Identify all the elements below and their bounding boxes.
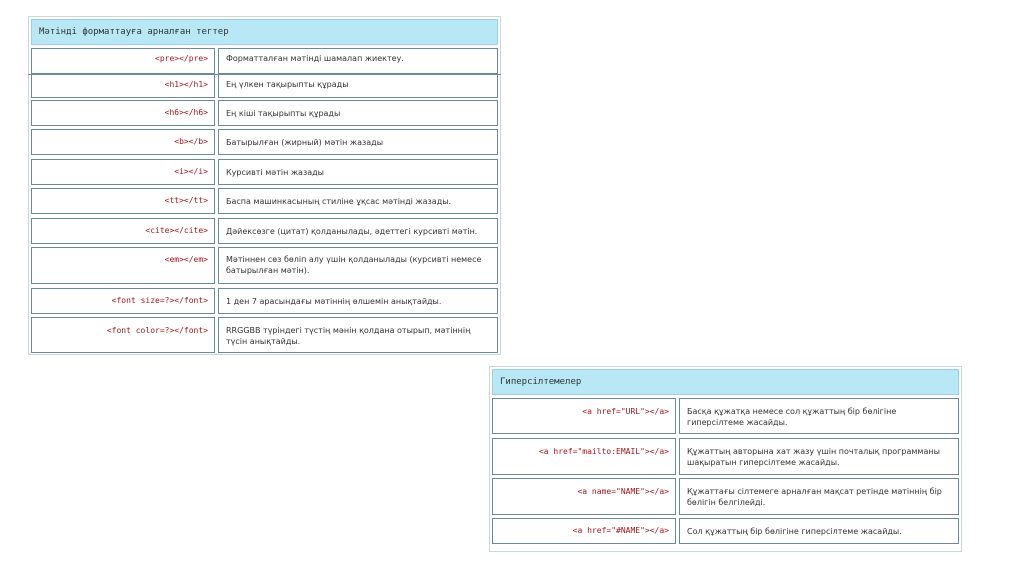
tag-cell: <pre></pre>: [31, 48, 215, 74]
description-cell: Баспа машинкасының стиліне ұқсас мәтінді жазады.: [218, 188, 498, 214]
description-cell: Ең кіші тақырыпты құрады: [218, 100, 498, 126]
table-row: [31, 288, 498, 314]
tag-cell: <a href="URL"></a>: [492, 398, 676, 434]
description-cell: Дәйексөзге (цитат) қолданылады, әдеттегі курсивті мәтін.: [218, 218, 498, 244]
description-cell: Мәтіннен сөз бөліп алу үшін қолданылады (курсивті немесе батырылған мәтін).: [218, 247, 498, 284]
tag-cell: <cite></cite>: [31, 218, 215, 244]
description-cell: 1 ден 7 арасындағы мәтіннің өлшемін анықтайды.: [218, 288, 498, 314]
table-row: [492, 478, 959, 515]
table-row: [31, 129, 498, 155]
table-row: [31, 74, 498, 98]
description-cell: Басқа құжатқа немесе сол құжаттың бір бөлігіне гиперсілтеме жасайды.: [679, 398, 959, 434]
table-row: [31, 317, 498, 353]
tag-cell: <font size=?></font>: [31, 288, 215, 314]
description-cell: Құжаттағы сілтемеге арналған мақсат ретінде мәтіннің бір бөлігін белгілейді.: [679, 478, 959, 515]
table-row: [31, 100, 498, 126]
hyperlinks-table: [489, 366, 962, 552]
table-header: Мәтінді форматтауға арналған тегтер: [31, 19, 498, 45]
table-row: [492, 518, 959, 544]
table-row: [31, 159, 498, 185]
description-cell: Құжаттың авторына хат жазу үшін почталық программаны шақыратын гиперсілтеме жасайды.: [679, 438, 959, 475]
description-cell: Ең үлкен тақырыпты құрады: [218, 74, 498, 98]
tag-cell: <a href="mailto:EMAIL"></a>: [492, 438, 676, 475]
tag-cell: <h6></h6>: [31, 100, 215, 126]
description-cell: Сол құжаттың бір бөлігіне гиперсілтеме жасайды.: [679, 518, 959, 544]
description-cell: Форматталған мәтінді шамалап жиектеу.: [218, 48, 498, 74]
table-header: Гиперсілтемелер: [492, 369, 959, 395]
tag-cell: <tt></tt>: [31, 188, 215, 214]
tag-cell: <a href="#NAME"></a>: [492, 518, 676, 544]
description-cell: Курсивті мәтін жазады: [218, 159, 498, 185]
tag-cell: <h1></h1>: [31, 74, 215, 98]
description-cell: RRGGBB түріндегі түстің мәнін қолдана отырып, мәтіннің түсін анықтайды.: [218, 317, 498, 353]
description-cell: Батырылған (жирный) мәтін жазады: [218, 129, 498, 155]
tag-cell: <a name="NAME"></a>: [492, 478, 676, 515]
tag-cell: <font color=?></font>: [31, 317, 215, 353]
table-row: [31, 247, 498, 284]
formatting-tags-table: [28, 16, 501, 355]
table-row: [31, 218, 498, 244]
tag-cell: <b></b>: [31, 129, 215, 155]
divider-line: [28, 74, 501, 75]
table-row: [31, 188, 498, 214]
tag-cell: <i></i>: [31, 159, 215, 185]
table-row: [31, 48, 498, 74]
table-row: [492, 438, 959, 475]
tag-cell: <em></em>: [31, 247, 215, 284]
table-row: [492, 398, 959, 434]
